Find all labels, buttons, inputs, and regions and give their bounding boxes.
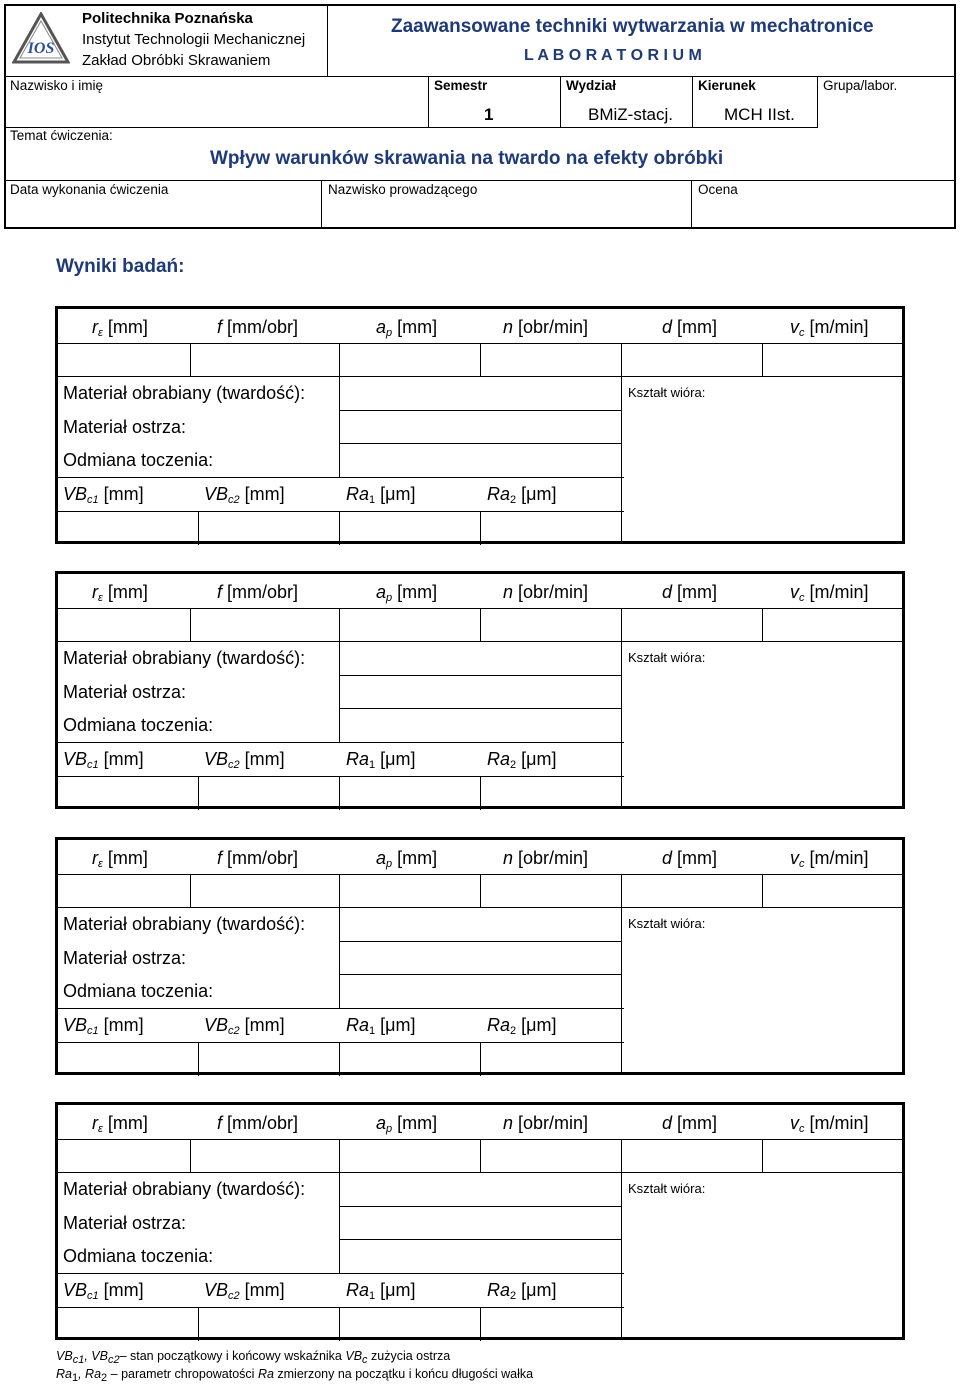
institute-name: Instytut Technologii Mechanicznej [82,31,306,48]
block-rule [58,1042,624,1043]
block-col [762,1139,763,1173]
chip-shape-label: Kształt wióra: [628,916,706,931]
block-col [190,874,191,908]
faculty-value: BMiZ-stacj. [588,105,673,124]
material-label: Materiał obrabiany (twardość): [63,648,306,668]
block-col [339,1307,340,1341]
param-r: $r_\varepsilon$ [mm] [92,582,148,604]
vb2-label: $VB_{c2}$ [mm] [204,1280,285,1302]
block-col [480,1139,481,1173]
tool-material-label: Materiał ostrza: [63,948,187,968]
param-vc: $v_c$ [m/min] [790,582,869,604]
block-rule [339,974,621,975]
header-col-3 [692,76,693,127]
chip-shape-label: Kształt wióra: [628,385,706,400]
block-col [339,343,340,377]
param-n: n [obr/min] [503,848,589,868]
block-col [339,1172,340,1273]
turning-type-label: Odmiana toczenia: [63,715,214,735]
param-f: f [mm/obr] [217,848,299,868]
chip-shape-label: Kształt wióra: [628,650,706,665]
param-d: d [mm] [662,582,718,602]
result-block [55,571,905,809]
tool-material-label: Materiał ostrza: [63,1213,187,1233]
header-col-4 [817,76,818,127]
result-block [55,837,905,1075]
vb1-label: $VB_{c1}$ [mm] [63,1015,144,1037]
group-label: Grupa/labor. [823,78,898,93]
block-rule [58,742,624,743]
param-d: d [mm] [662,848,718,868]
grade-label: Ocena [698,182,738,197]
footnote-vb: $VB_{c1}$, $VB_{c2}-$ stan początkowy i końcowy wskaźnika $VB_c$ zużycia ostrza [56,1349,451,1366]
university-name: Politechnika Poznańska [82,10,253,27]
block-rule [339,410,621,411]
ra1-label: $Ra_1$ [μm] [346,749,416,771]
block-col [339,511,340,545]
header-rule-3 [4,180,956,181]
topic-label: Temat ćwiczenia: [10,128,113,143]
vb1-label: $VB_{c1}$ [mm] [63,484,144,506]
university-logo [12,12,70,66]
header-col-6 [691,180,692,228]
param-vc: $v_c$ [m/min] [790,317,869,339]
instructor-label: Nazwisko prowadzącego [328,182,478,197]
tool-material-label: Materiał ostrza: [63,417,187,437]
param-ap: $a_p$ [mm] [376,317,438,339]
turning-type-label: Odmiana toczenia: [63,450,214,470]
block-col [762,343,763,377]
param-f: f [mm/obr] [217,582,299,602]
block-rule [58,511,624,512]
results-title: Wyniki badań: [56,256,185,277]
block-col [480,1307,481,1341]
topic-value: Wpływ warunków skrawania na twardo na efekty obróbki [210,148,724,169]
block-col [621,1172,622,1340]
header-rule-2b [428,127,818,128]
block-col [480,608,481,642]
block-col [480,511,481,545]
block-rule [339,1239,621,1240]
block-col [339,874,340,908]
block-col [339,907,340,1008]
direction-value: MCH IIst. [724,105,795,124]
block-rule [339,941,621,942]
ra2-label: $Ra_2$ [μm] [487,1015,557,1037]
block-col [621,641,622,809]
block-col [339,608,340,642]
param-n: n [obr/min] [503,582,589,602]
ra2-label: $Ra_2$ [μm] [487,749,557,771]
block-col [621,874,622,908]
turning-type-label: Odmiana toczenia: [63,981,214,1001]
faculty-label: Wydział [566,78,617,93]
param-r: $r_\varepsilon$ [mm] [92,317,148,339]
ra1-label: $Ra_1$ [μm] [346,484,416,506]
header-col-2 [560,76,561,127]
param-n: n [obr/min] [503,1113,589,1133]
semester-label: Semestr [434,78,488,93]
block-col [621,608,622,642]
block-rule [339,1206,621,1207]
block-col [480,874,481,908]
block-col [190,608,191,642]
param-ap: $a_p$ [mm] [376,582,438,604]
block-rule [339,708,621,709]
vb1-label: $VB_{c1}$ [mm] [63,749,144,771]
ra2-label: $Ra_2$ [μm] [487,1280,557,1302]
ra2-label: $Ra_2$ [μm] [487,484,557,506]
vb2-label: $VB_{c2}$ [mm] [204,1015,285,1037]
block-rule [58,1008,624,1009]
block-col [480,776,481,810]
result-block [55,1102,905,1340]
block-col [198,1307,199,1341]
block-col [480,1042,481,1076]
param-f: f [mm/obr] [217,317,299,337]
param-vc: $v_c$ [m/min] [790,1113,869,1135]
block-col [198,1042,199,1076]
block-rule [58,776,624,777]
param-n: n [obr/min] [503,317,589,337]
param-ap: $a_p$ [mm] [376,848,438,870]
header-col-1 [428,76,429,127]
ra1-label: $Ra_1$ [μm] [346,1280,416,1302]
material-label: Materiał obrabiany (twardość): [63,914,306,934]
block-rule [58,477,624,478]
block-col [339,1042,340,1076]
department-name: Zakład Obróbki Skrawaniem [82,52,271,69]
header-rule-1 [4,76,956,77]
block-rule [339,675,621,676]
block-col [339,776,340,810]
block-col [762,608,763,642]
logo-text: IOS [27,40,55,57]
block-col [621,376,622,544]
header-divider [327,4,328,76]
param-r: $r_\varepsilon$ [mm] [92,848,148,870]
semester-value: 1 [484,105,494,124]
course-title: Zaawansowane techniki wytwarzania w mechatronice [391,16,874,37]
block-col [762,874,763,908]
ra1-label: $Ra_1$ [μm] [346,1015,416,1037]
block-col [480,343,481,377]
block-col [339,1139,340,1173]
name-label: Nazwisko i imię [10,78,104,93]
block-col [198,776,199,810]
direction-label: Kierunek [698,78,756,93]
turning-type-label: Odmiana toczenia: [63,1246,214,1266]
block-rule [58,1273,624,1274]
tool-material-label: Materiał ostrza: [63,682,187,702]
param-f: f [mm/obr] [217,1113,299,1133]
block-col [621,907,622,1075]
logo-icon [12,12,70,66]
block-col [190,1139,191,1173]
header-col-5 [321,180,322,228]
param-d: d [mm] [662,317,718,337]
chip-shape-label: Kształt wióra: [628,1181,706,1196]
block-col [339,641,340,742]
param-d: d [mm] [662,1113,718,1133]
material-label: Materiał obrabiany (twardość): [63,383,306,403]
block-rule [339,443,621,444]
block-rule [58,1307,624,1308]
block-col [190,343,191,377]
param-r: $r_\varepsilon$ [mm] [92,1113,148,1135]
param-ap: $a_p$ [mm] [376,1113,438,1135]
param-vc: $v_c$ [m/min] [790,848,869,870]
lab-title: L A B O R A T O R I U M [524,47,702,64]
result-block [55,306,905,544]
date-label: Data wykonania ćwiczenia [10,182,169,197]
material-label: Materiał obrabiany (twardość): [63,1179,306,1199]
block-col [198,511,199,545]
block-col [339,376,340,477]
footnote-ra: $Ra_1$, $Ra_2$ – parametr chropowatości Ra zmierzony na początku i końcu długości wałka [56,1367,534,1384]
vb1-label: $VB_{c1}$ [mm] [63,1280,144,1302]
vb2-label: $VB_{c2}$ [mm] [204,484,285,506]
block-col [621,1139,622,1173]
vb2-label: $VB_{c2}$ [mm] [204,749,285,771]
block-col [621,343,622,377]
